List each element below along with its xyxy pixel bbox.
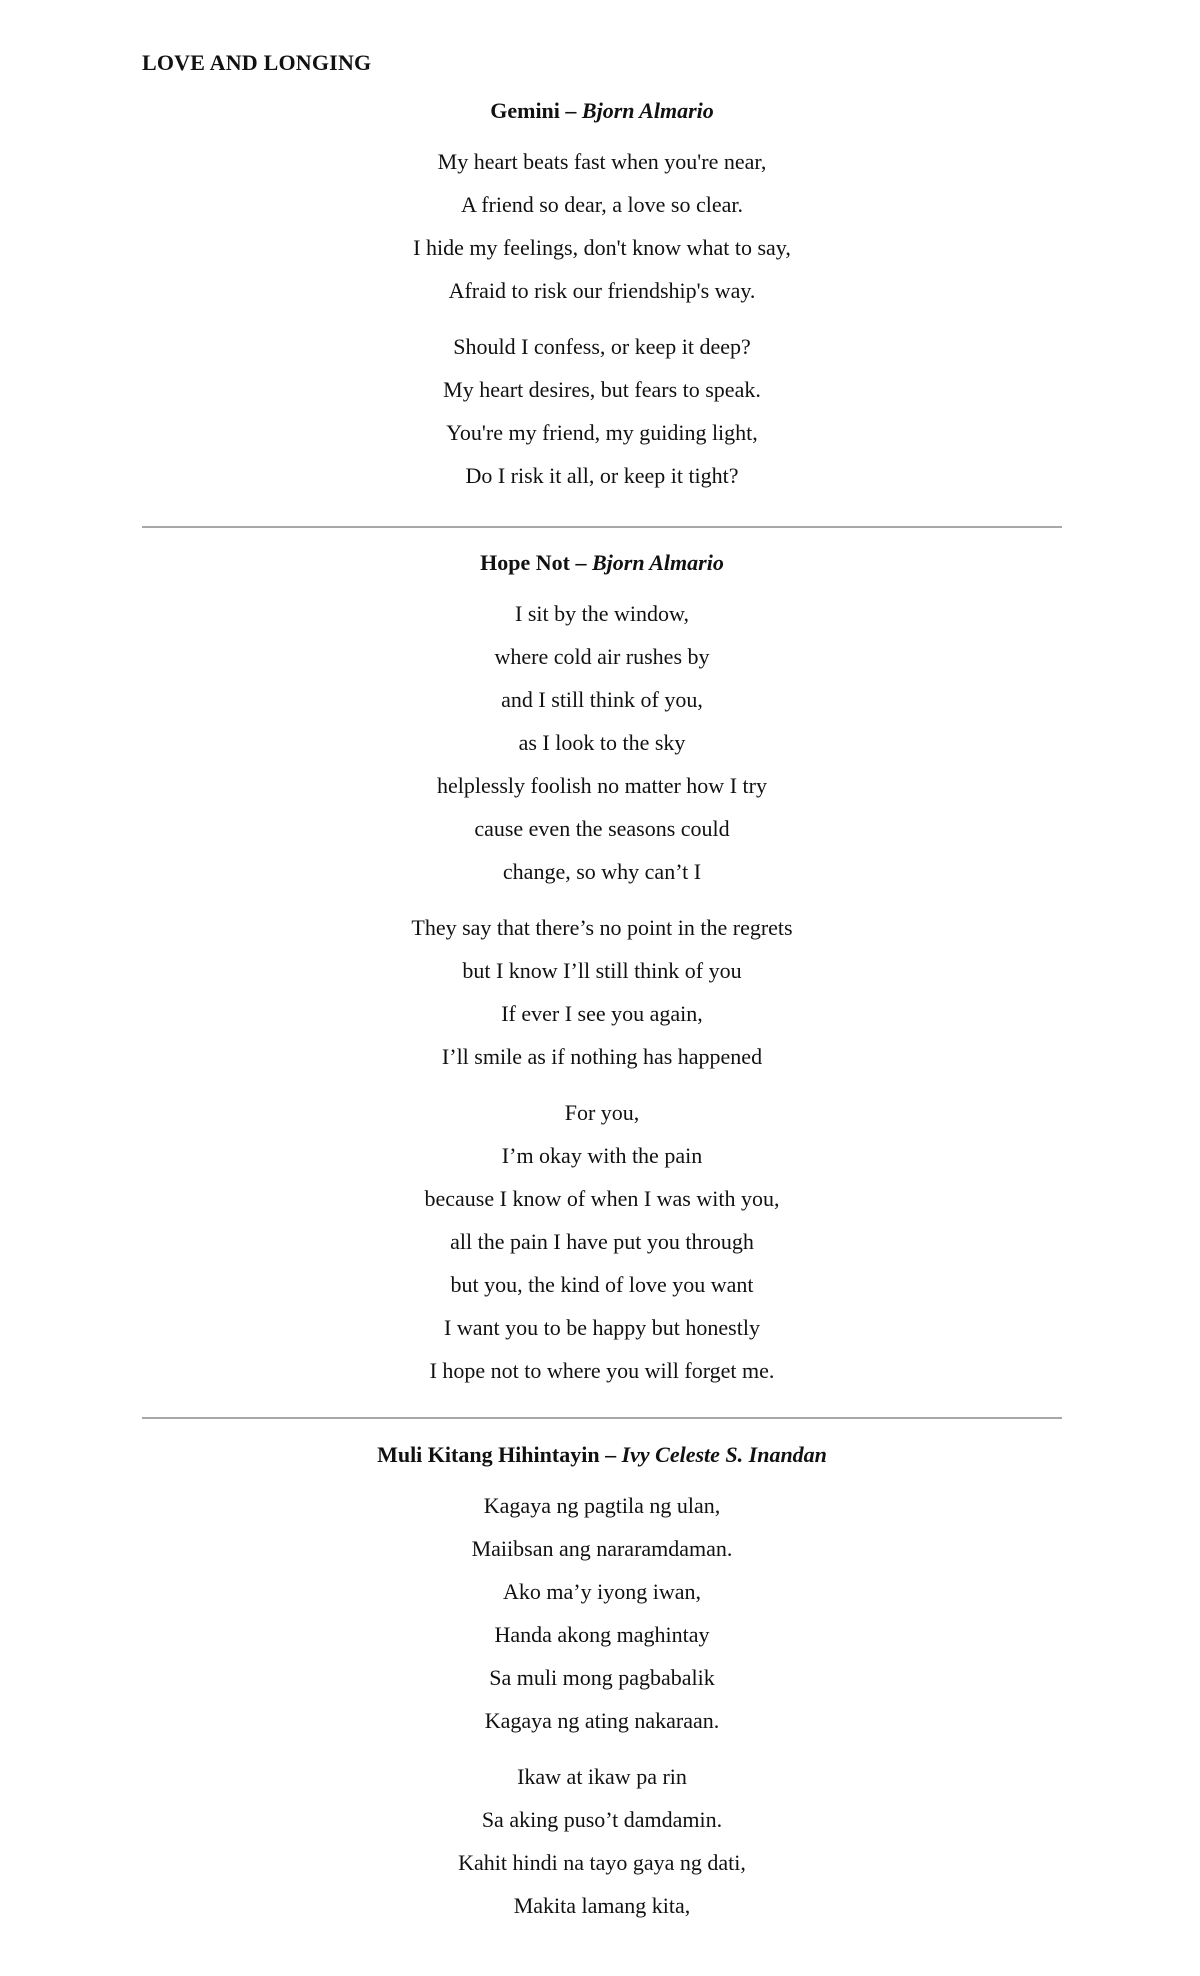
poem-line: Do I risk it all, or keep it tight? — [465, 463, 739, 488]
poem-line: Makita lamang kita, — [513, 1893, 691, 1918]
title-separator: – — [599, 1442, 622, 1467]
poem-line: Kagaya ng pagtila ng ulan, — [483, 1493, 721, 1518]
poem-line: change, so why can’t I — [502, 859, 702, 884]
stanza — [142, 906, 1062, 1078]
poem-line: You're my friend, my guiding light, — [446, 420, 758, 445]
poem-line: Maiibsan ang nararamdaman. — [471, 1536, 733, 1561]
poem-line: A friend so dear, a love so clear. — [461, 192, 743, 217]
poem-line: Sa muli mong pagbabalik — [489, 1665, 715, 1690]
poem-title: Gemini — [490, 98, 560, 123]
poem-heading — [142, 1440, 1062, 1470]
poem-author: Bjorn Almario — [591, 550, 724, 575]
poem-line: Kahit hindi na tayo gaya ng dati, — [458, 1850, 746, 1875]
poem-line: I’ll smile as if nothing has happened — [441, 1044, 763, 1069]
section-divider — [142, 1417, 1062, 1419]
poem-line: I hide my feelings, don't know what to say, — [413, 235, 791, 260]
stanza — [142, 1484, 1062, 1742]
poem-line: Sa aking puso’t damdamin. — [481, 1807, 723, 1832]
stanza — [142, 592, 1062, 893]
stanza — [142, 1091, 1062, 1392]
poem-heading — [142, 548, 1062, 578]
poem-line: cause even the seasons could — [474, 816, 730, 841]
poem-line: all the pain I have put you through — [450, 1229, 754, 1254]
poem-line: I hope not to where you will forget me. — [429, 1358, 775, 1383]
stanza — [142, 1755, 1062, 1927]
poem-line: Should I confess, or keep it deep? — [453, 334, 751, 359]
poem-line: helplessly foolish no matter how I try — [437, 773, 767, 798]
poem-line: I want you to be happy but honestly — [444, 1315, 760, 1340]
section-divider — [142, 526, 1062, 528]
poem-line: Kagaya ng ating nakaraan. — [484, 1708, 720, 1733]
poem-line: because I know of when I was with you, — [424, 1186, 780, 1211]
poem-muli-kitang-hihintayin — [142, 1440, 1062, 1940]
title-separator: – — [569, 550, 592, 575]
poem-line: Afraid to risk our friendship's way. — [448, 278, 756, 303]
poem-heading — [142, 96, 1062, 126]
title-separator: – — [559, 98, 582, 123]
poem-line: My heart beats fast when you're near, — [437, 149, 767, 174]
poem-title: Muli Kitang Hihintayin — [377, 1442, 600, 1467]
poem-line: Ikaw at ikaw pa rin — [517, 1764, 687, 1789]
poem-line: For you, — [564, 1100, 640, 1125]
poem-line: Handa akong maghintay — [494, 1622, 710, 1647]
poem-line: If ever I see you again, — [501, 1001, 703, 1026]
section-title: LOVE AND LONGING — [142, 50, 372, 75]
poem-line: as I look to the sky — [518, 730, 686, 755]
poem-hope-not — [142, 548, 1062, 1405]
stanza — [142, 140, 1062, 312]
poem-line: but I know I’ll still think of you — [462, 958, 742, 983]
poem-line: I’m okay with the pain — [501, 1143, 703, 1168]
poem-line: where cold air rushes by — [494, 644, 710, 669]
poem-line: They say that there’s no point in the regrets — [411, 915, 793, 940]
poem-author: Bjorn Almario — [581, 98, 714, 123]
poem-author: Ivy Celeste S. Inandan — [621, 1442, 827, 1467]
poem-title: Hope Not — [480, 550, 570, 575]
stanza — [142, 325, 1062, 497]
poem-line: but you, the kind of love you want — [450, 1272, 754, 1297]
poem-line: and I still think of you, — [501, 687, 703, 712]
poem-line: My heart desires, but fears to speak. — [443, 377, 761, 402]
poem-line: I sit by the window, — [515, 601, 689, 626]
poem-line: Ako ma’y iyong iwan, — [503, 1579, 701, 1604]
poem-gemini — [142, 96, 1062, 510]
